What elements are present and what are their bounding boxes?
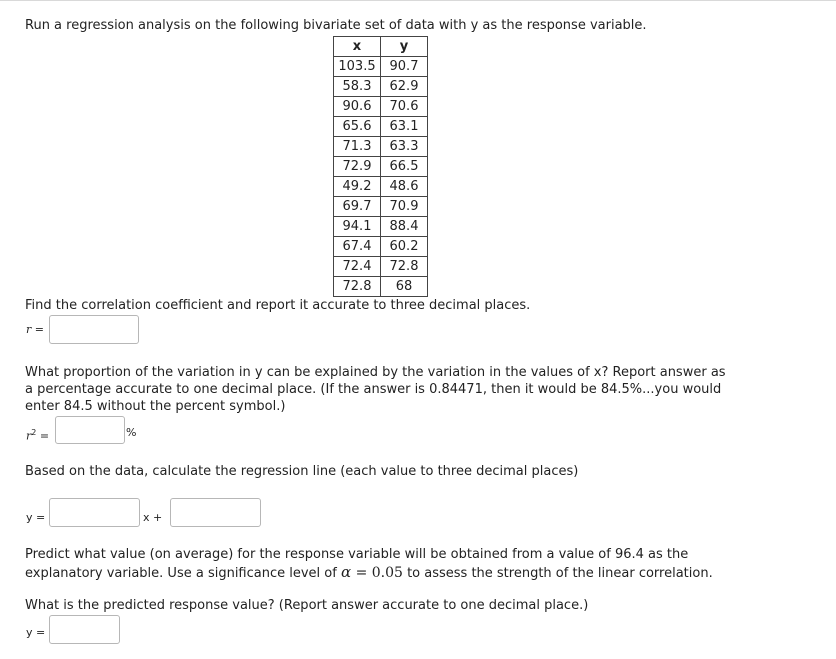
x-value-cell: 65.6 — [334, 117, 381, 137]
alpha-symbol: α — [340, 563, 352, 581]
prediction-input[interactable] — [49, 615, 120, 644]
q2-text-line3: enter 84.5 without the percent symbol.) — [25, 399, 286, 414]
y-value-cell: 63.3 — [381, 137, 428, 157]
q4-text-line1: Predict what value (on average) for the response variable will be obtained from a value of 96.4 as the — [25, 547, 689, 562]
x-value-cell: 67.4 — [334, 237, 381, 257]
x-value-cell: 69.7 — [334, 197, 381, 217]
top-divider — [0, 0, 836, 1]
alpha-value: = 0.05 — [351, 565, 403, 581]
r-squared-input[interactable] — [55, 416, 125, 444]
y-value-cell: 63.1 — [381, 117, 428, 137]
y-value-cell: 48.6 — [381, 177, 428, 197]
q5-text: What is the predicted response value? (Report answer accurate to one decimal place.) — [25, 598, 589, 613]
y-value-cell: 88.4 — [381, 217, 428, 237]
q3-text: Based on the data, calculate the regression line (each value to three decimal places) — [25, 464, 579, 479]
table-row — [334, 77, 428, 97]
x-value-cell: 72.9 — [334, 157, 381, 177]
y-value-cell: 72.8 — [381, 257, 428, 277]
x-value-cell: 90.6 — [334, 97, 381, 117]
y-value-cell: 90.7 — [381, 57, 428, 77]
table-row — [334, 117, 428, 137]
slope-input[interactable] — [49, 498, 140, 527]
r-squared-label-r: r — [26, 429, 32, 443]
regression-y-label: y = — [26, 511, 46, 524]
table-row — [334, 277, 428, 297]
r-squared-label-exponent: 2 — [31, 428, 37, 437]
table-row — [334, 177, 428, 197]
percent-symbol: % — [126, 426, 137, 439]
column-header-y: y — [381, 37, 428, 57]
r-label: r = — [26, 323, 44, 336]
table-row — [334, 157, 428, 177]
table-header-row — [334, 37, 428, 57]
column-header-x: x — [334, 37, 381, 57]
x-value-cell: 49.2 — [334, 177, 381, 197]
q2-text-line2: a percentage accurate to one decimal place. (If the answer is 0.84471, then it would be 84.5%...you would — [25, 382, 722, 397]
table-row — [334, 237, 428, 257]
x-value-cell: 72.4 — [334, 257, 381, 277]
table-row — [334, 257, 428, 277]
intro-text: Run a regression analysis on the following bivariate set of data with y as the response variable. — [25, 18, 647, 33]
table-row — [334, 97, 428, 117]
q4-text-line2 — [25, 564, 713, 582]
regression-x-plus-label: x + — [143, 511, 163, 524]
q2-text-line1: What proportion of the variation in y can be explained by the variation in the values of x? Report answer as — [25, 365, 726, 380]
q4-text-line2-b: to assess the strength of the linear correlation. — [402, 566, 713, 581]
table-row — [334, 197, 428, 217]
correlation-input[interactable] — [49, 315, 139, 344]
x-value-cell: 103.5 — [334, 57, 381, 77]
y-value-cell: 68 — [381, 277, 428, 297]
q4-text-line2-a: explanatory variable. Use a significance level of — [25, 566, 337, 581]
table-row — [334, 137, 428, 157]
x-value-cell: 72.8 — [334, 277, 381, 297]
y-value-cell: 62.9 — [381, 77, 428, 97]
x-value-cell: 94.1 — [334, 217, 381, 237]
r-squared-label-equals: = — [39, 429, 50, 443]
y-value-cell: 70.6 — [381, 97, 428, 117]
x-value-cell: 71.3 — [334, 137, 381, 157]
table-row — [334, 217, 428, 237]
y-value-cell: 66.5 — [381, 157, 428, 177]
y-value-cell: 60.2 — [381, 237, 428, 257]
prediction-y-label: y = — [26, 626, 46, 639]
q1-text: Find the correlation coefficient and report it accurate to three decimal places. — [25, 298, 531, 313]
intercept-input[interactable] — [170, 498, 261, 527]
data-table — [333, 36, 428, 297]
table-row — [334, 57, 428, 77]
x-value-cell: 58.3 — [334, 77, 381, 97]
r-squared-label — [26, 424, 49, 445]
y-value-cell: 70.9 — [381, 197, 428, 217]
